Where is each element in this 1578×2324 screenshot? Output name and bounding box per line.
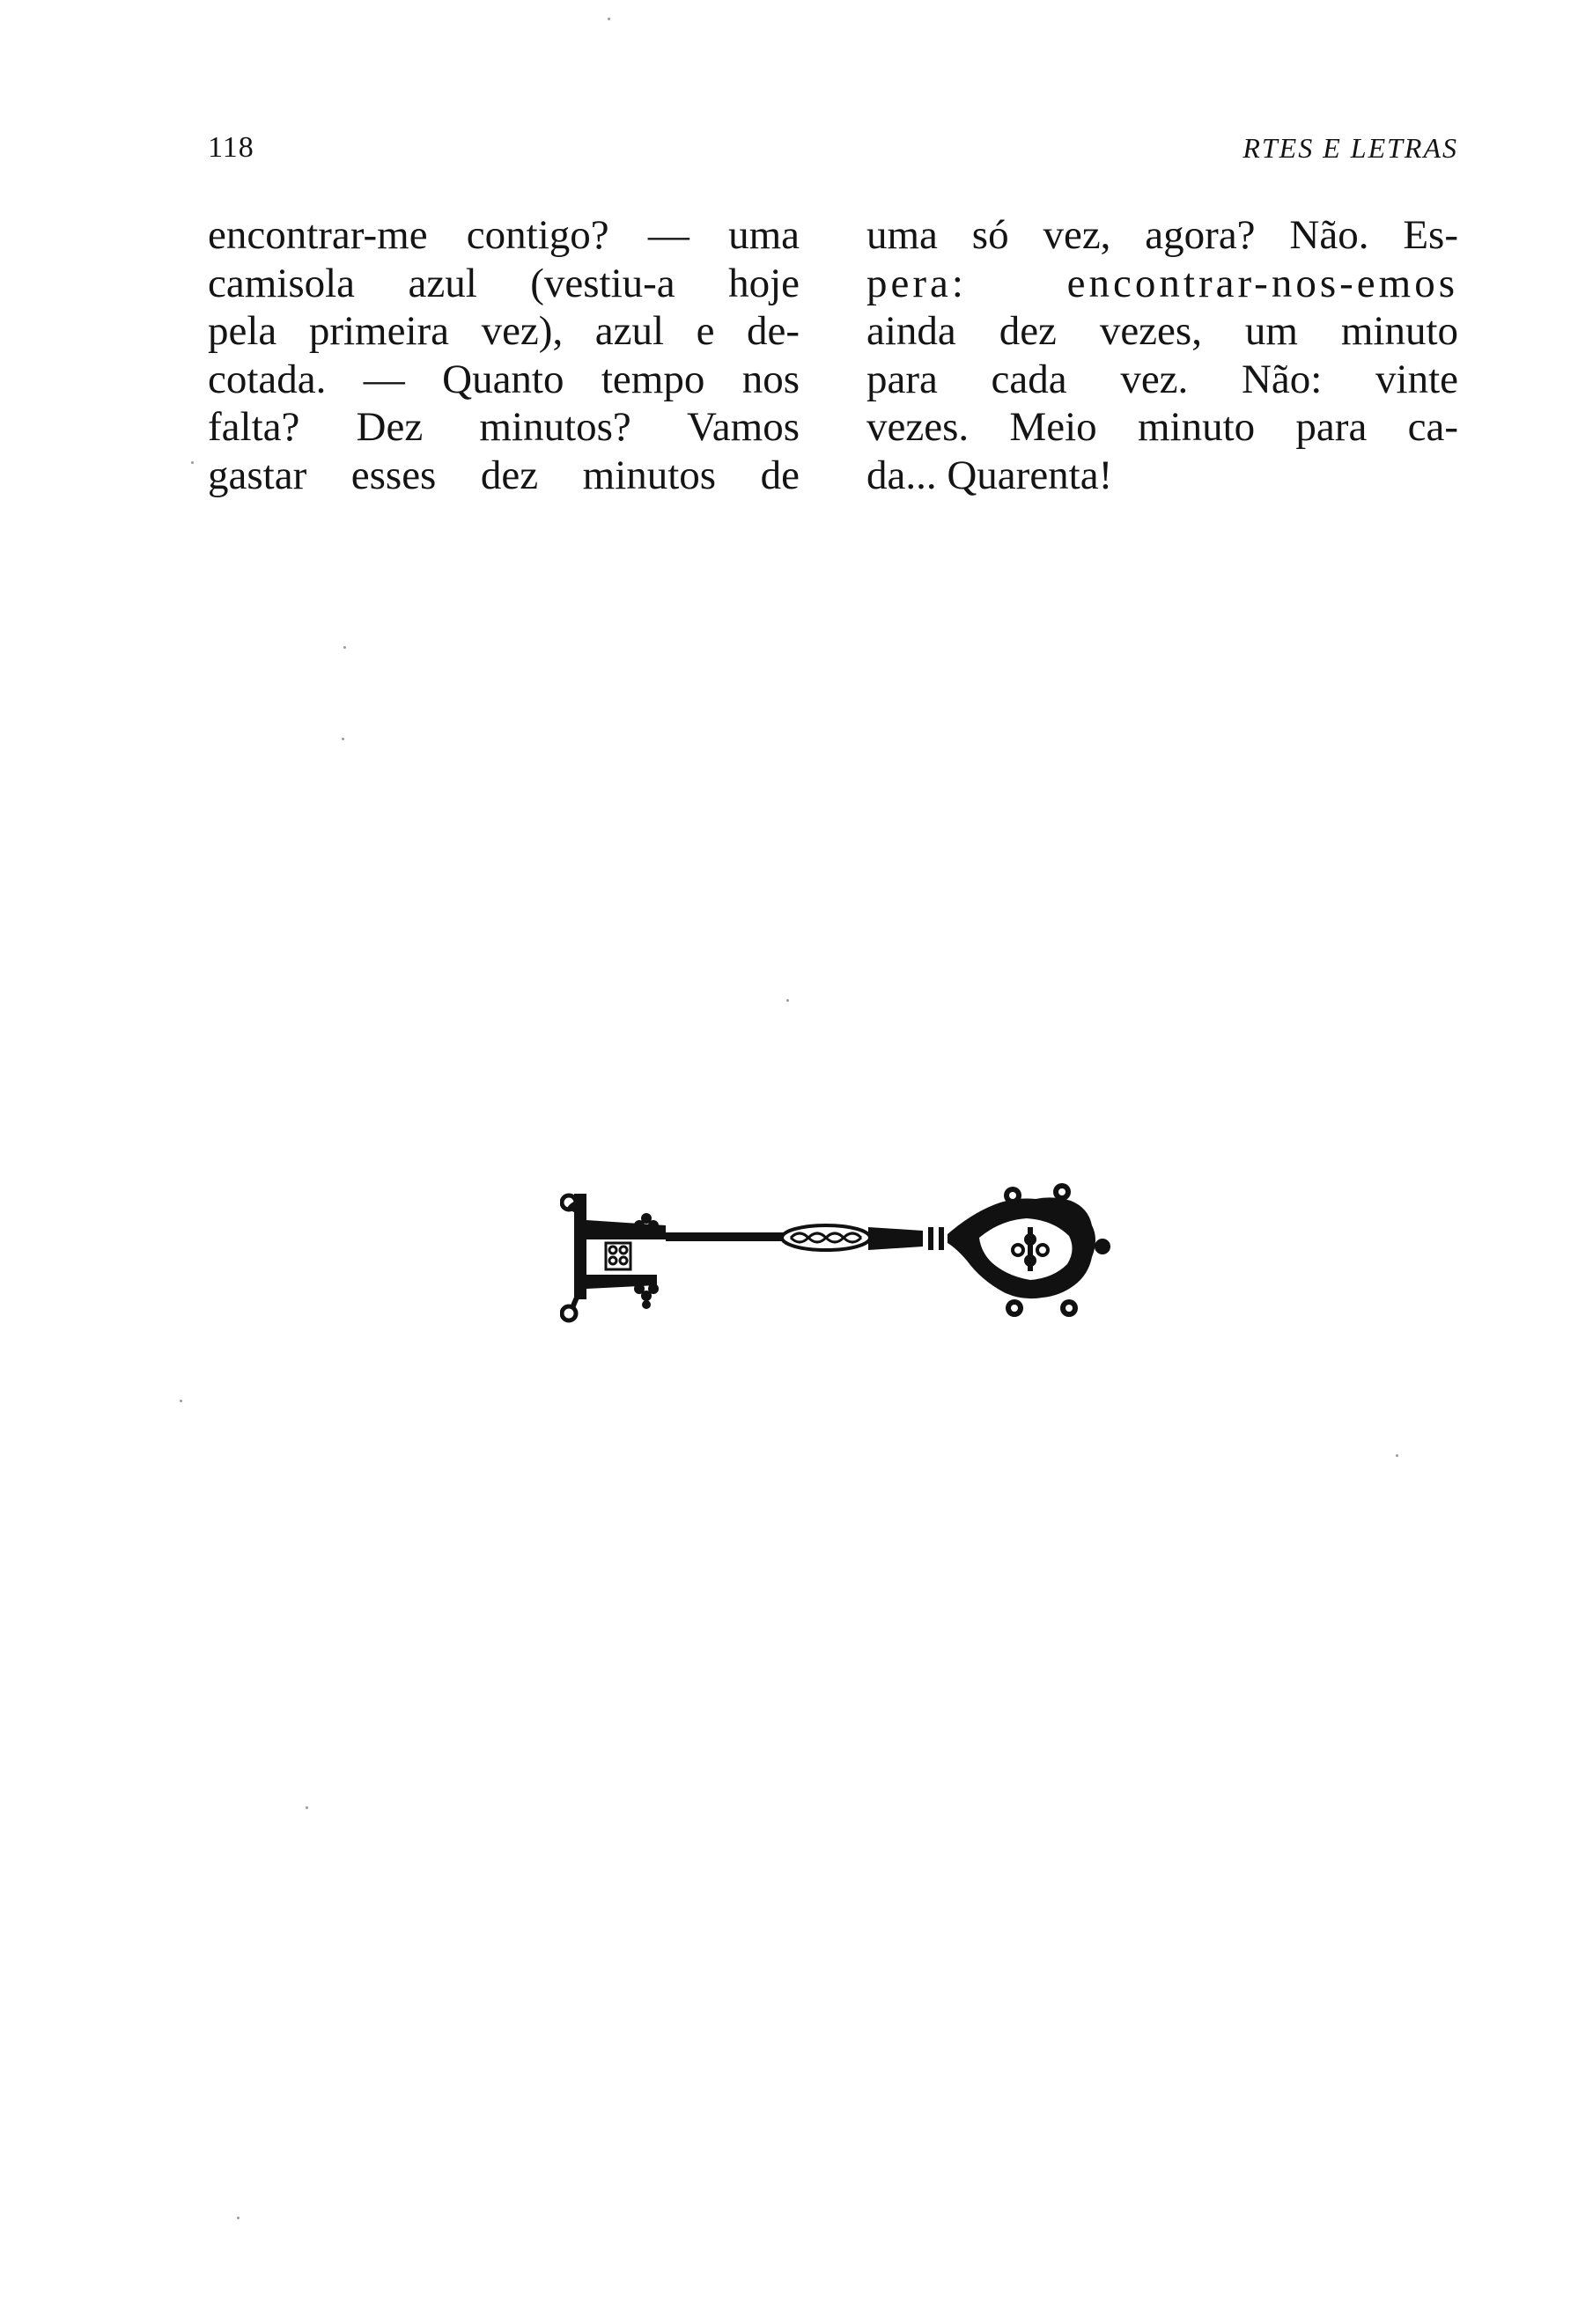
text-line: uma só vez, agora? Não. Es-	[866, 212, 1458, 258]
decorative-key-ornament-icon	[560, 1176, 1113, 1327]
text-line: camisola azul (vestiu-a hoje	[208, 260, 800, 306]
text-line: cotada. — Quanto tempo nos	[208, 356, 800, 402]
paper-speck	[343, 646, 346, 649]
paper-speck	[180, 1400, 182, 1402]
paper-speck	[342, 738, 344, 740]
text-line: para cada vez. Não: vinte	[866, 356, 1458, 402]
text-column-right	[866, 211, 1458, 499]
text-line: falta? Dez minutos? Vamos	[208, 404, 800, 450]
paper-speck	[786, 999, 789, 1002]
text-line: ainda dez vezes, um minuto	[866, 308, 1458, 354]
text-line: pera: encontrar-nos-emos	[866, 260, 1458, 306]
paper-speck	[191, 461, 194, 464]
text-line: da... Quarenta!	[866, 452, 1113, 498]
text-line: vezes. Meio minuto para ca-	[866, 404, 1458, 450]
paper-speck	[1396, 1454, 1398, 1457]
text-line: pela primeira vez), azul e de-	[208, 308, 800, 354]
paper-speck	[237, 2217, 240, 2219]
page-number: 118	[208, 131, 254, 164]
text-line: encontrar-me contigo? — uma	[208, 212, 800, 258]
text-line: gastar esses dez minutos de	[208, 452, 800, 498]
paper-speck	[306, 1806, 308, 1809]
running-title: RTES E LETRAS	[1242, 132, 1458, 164]
text-column-left	[208, 211, 800, 499]
paper-speck	[608, 18, 610, 20]
